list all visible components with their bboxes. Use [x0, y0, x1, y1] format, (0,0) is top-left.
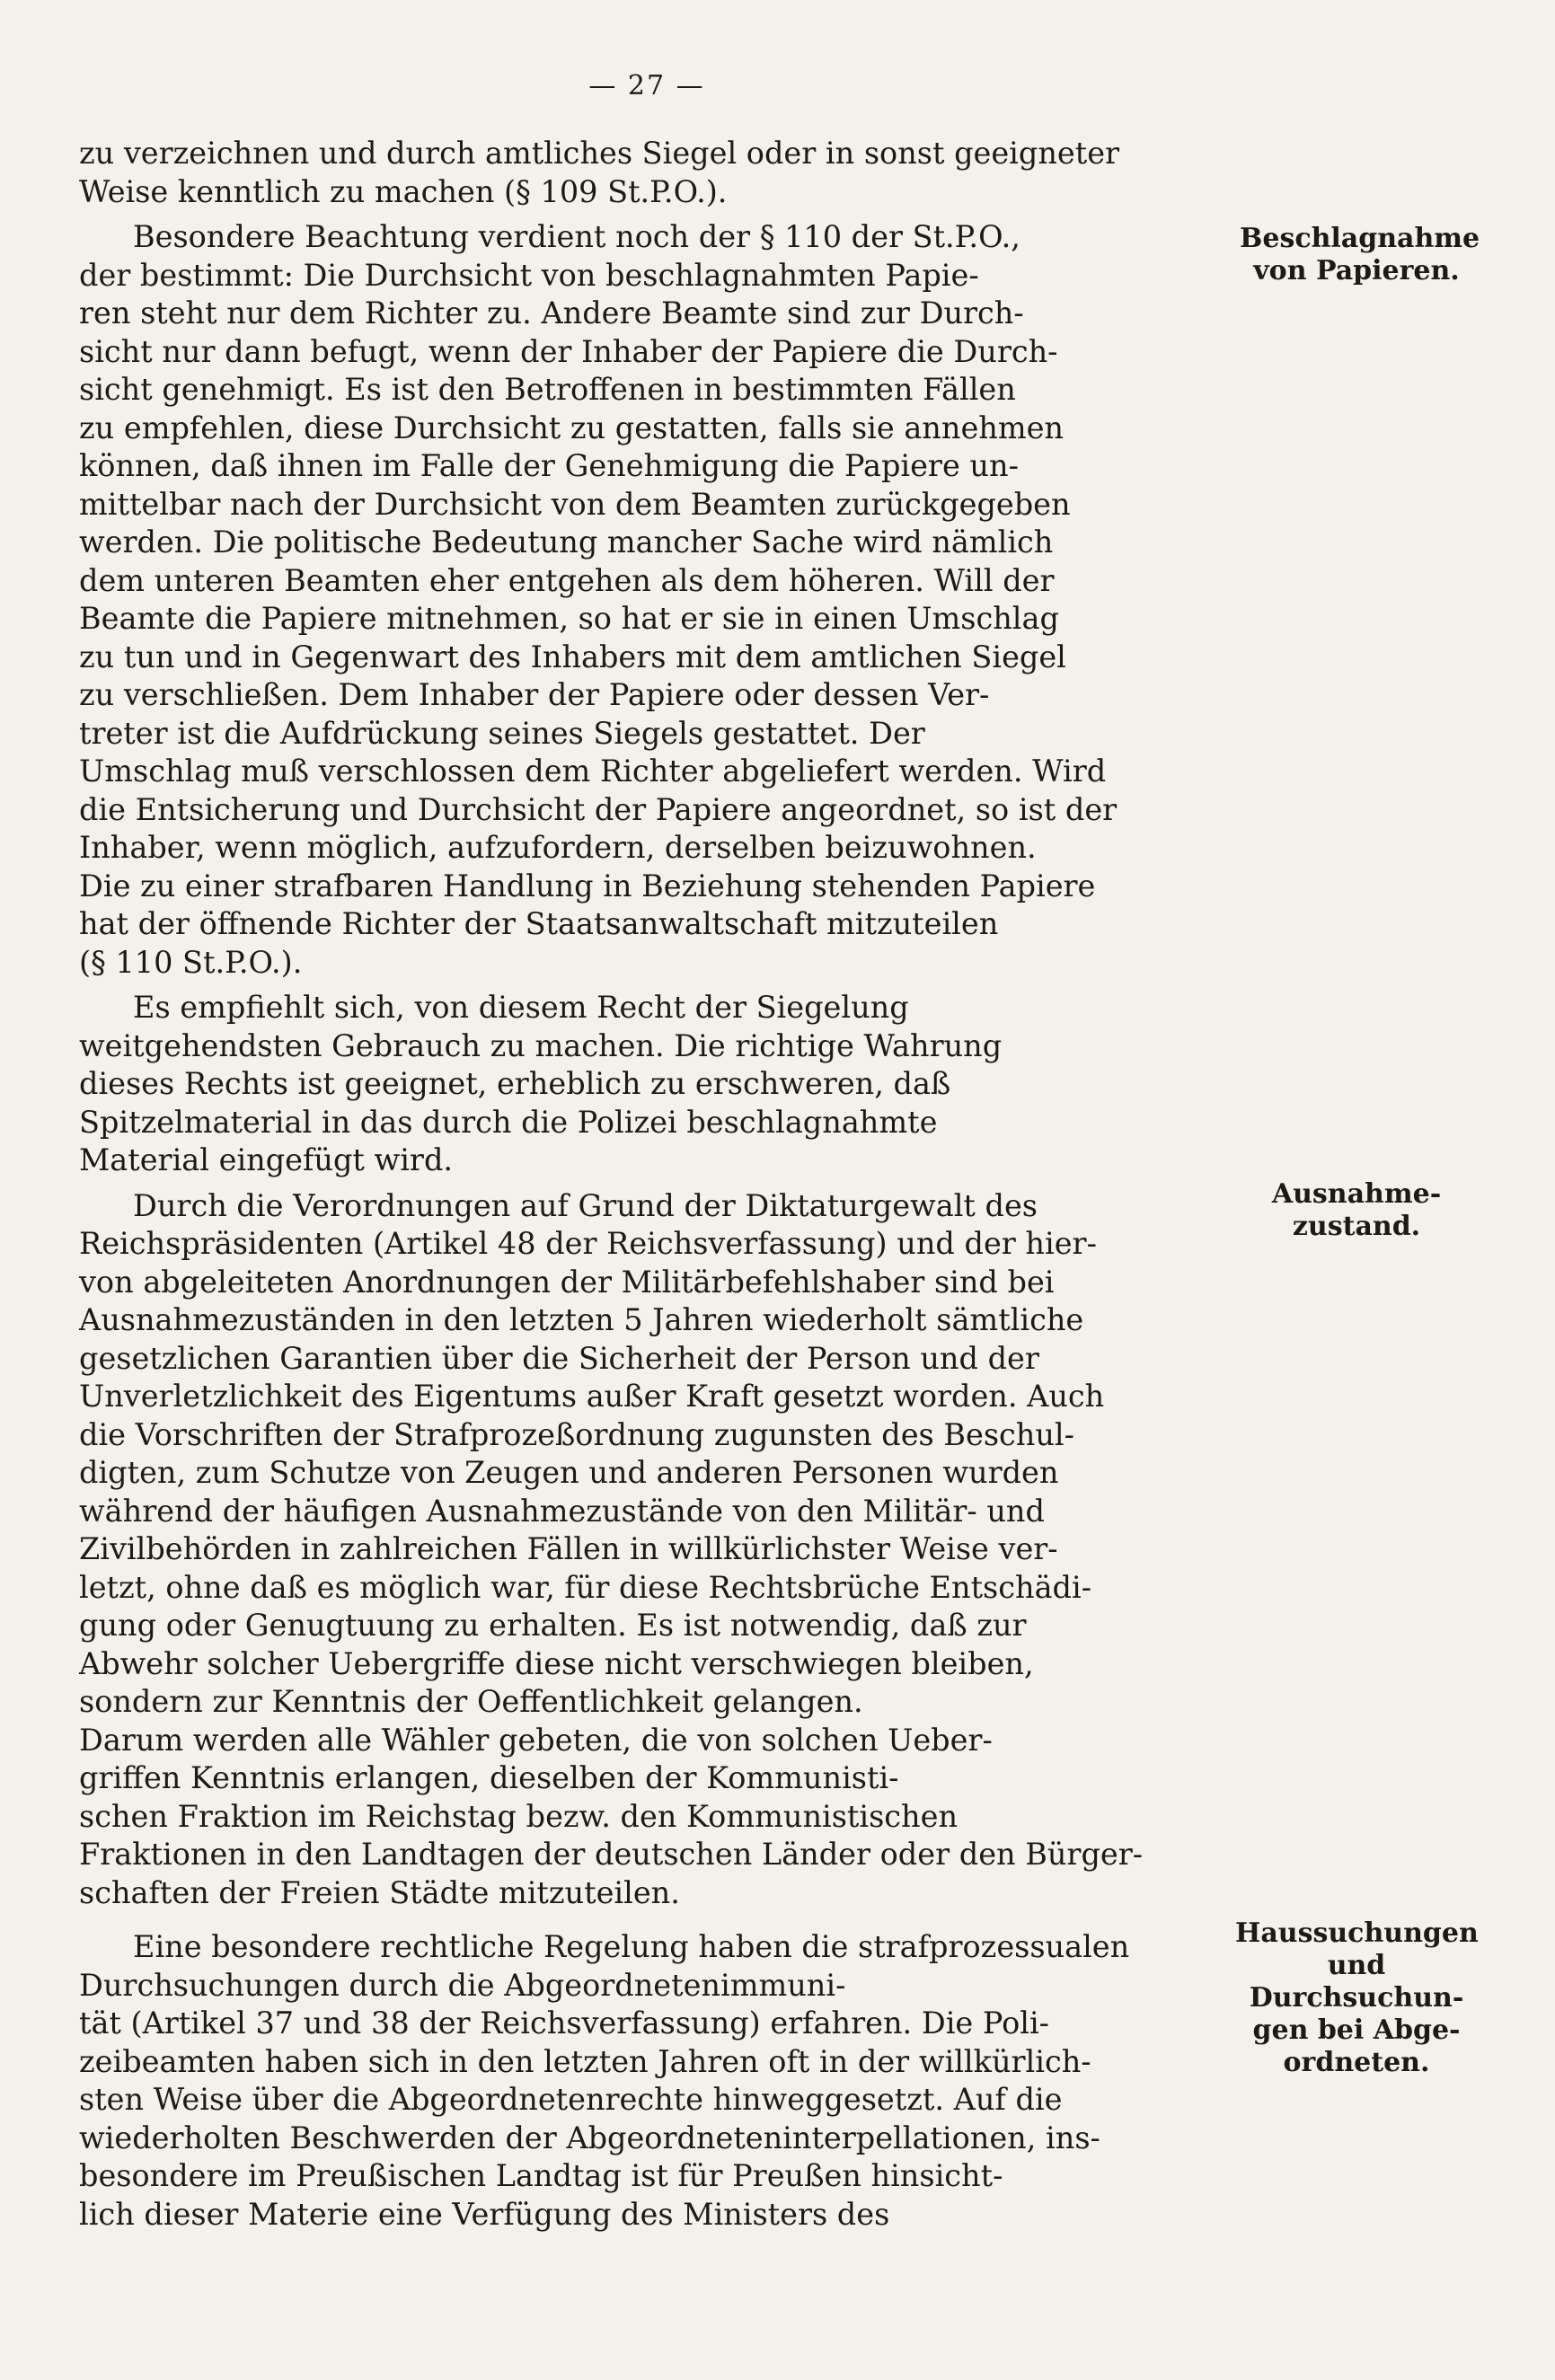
paragraph-5: Eine besondere rechtliche Regelung haben die strafprozessualen Durchsuchungen durch die Abgeordnetenimmuni- tät (Artikel 37 und 38 der Reichsverfassung) erfahren. Die Poli- zeibeamten haben sich in den letzten Jahren oft in der willkürlich- sten Weise über die Abgeordnetenrechte hinweggesetzt. Auf die wiederholten Beschwerden der Abgeordneteninterpellationen, ins- besondere im Preußischen Landtag ist für Preußen hinsicht- lich dieser Materie eine Verfügung des Ministers des	[79, 1929, 1130, 2232]
margin-note-ausnahmezustand: Ausnahme- zustand.	[1271, 1178, 1442, 1242]
page-number: — 27 —	[588, 70, 705, 101]
margin-note-beschlagnahme: Beschlagnahme von Papieren.	[1240, 223, 1480, 286]
paragraph-1: zu verzeichnen und durch amtliches Siegel oder in sonst geeigneter Weise kenntlich zu machen (§ 109 St.P.O.).	[79, 136, 1120, 209]
margin-note-haussuchungen: Haussuchungen und Durchsuchun- gen bei Abge- ordneten.	[1235, 1917, 1479, 2078]
main-text	[79, 135, 1202, 2234]
paragraph-4: Durch die Verordnungen auf Grund der Diktaturgewalt des Reichspräsidenten (Artikel 48 der Reichsverfassung) und der hier- von abgeleiteten Anordnungen der Militärbefehlshaber sind bei Ausnahmezuständen in den letzten 5 Jahren wiederholt sämtliche gesetzlichen Garantien über die Sicherheit der Person und der Unverletzlichkeit des Eigentums außer Kraft gesetzt worden. Auch die Vorschriften der Strafprozeßordnung zugunsten des Beschul- digten, zum Schutze von Zeugen und anderen Personen wurden während der häufigen Ausnahmezustände von den Militär- und Zivilbehörden in zahlreichen Fällen in willkürlichster Weise ver- letzt, ohne daß es möglich war, für diese Rechtsbrüche Entschädi- gung oder Genugtuung zu erhalten. Es ist notwendig, daß zur Abwehr solcher Uebergriffe diese nicht verschwiegen bleiben, sondern zur Kenntnis der Oeffentlichkeit gelangen. Darum werden alle Wähler gebeten, die von solchen Ueber- griffen Kenntnis erlangen, dieselben der Kommunisti- schen Fraktion im Reichstag bezw. den Kommunistischen Fraktionen in den Landtagen der deutschen Länder oder den Bürger- schaften der Freien Städte mitzuteilen.	[79, 1187, 1144, 1910]
paragraph-3: Es empfiehlt sich, von diesem Recht der Siegelung weitgehendsten Gebrauch zu machen. Die richtige Wahrung dieses Rechts ist geeignet, erheblich zu erschweren, daß Spitzelmaterial in das durch die Polizei beschlagnahmte Material eingefügt wird.	[79, 990, 1003, 1177]
paragraph-2: Besondere Beachtung verdient noch der § 110 der St.P.O., der bestimmt: Die Durchsicht von beschlagnahmten Papie- ren steht nur dem Richter zu. Andere Beamte sind zur Durch- sicht nur dann befugt, wenn der Inhaber der Papiere die Durch- sicht genehmigt. Es ist den Betroffenen in bestimmten Fällen zu empfehlen, diese Durchsicht zu gestatten, falls sie annehmen können, daß ihnen im Falle der Genehmigung die Papiere un- mittelbar nach der Durchsicht von dem Beamten zurückgegeben werden. Die politische Bedeutung mancher Sache wird nämlich dem unteren Beamten eher entgehen als dem höheren. Will der Beamte die Papiere mitnehmen, so hat er sie in einen Umschlag zu tun und in Gegenwart des Inhabers mit dem amtlichen Siegel zu verschließen. Dem Inhaber der Papiere oder dessen Ver- treter ist die Aufdrückung seines Siegels gestattet. Der Umschlag muß verschlossen dem Richter abgeliefert werden. Wird die Entsicherung und Durchsicht der Papiere angeordnet, so ist der Inhaber, wenn möglich, aufzufordern, derselben beizuwohnen. Die zu einer strafbaren Handlung in Beziehung stehenden Papiere hat der öffnende Richter der Staatsanwaltschaft mitzuteilen (§ 110 St.P.O.).	[79, 219, 1118, 980]
